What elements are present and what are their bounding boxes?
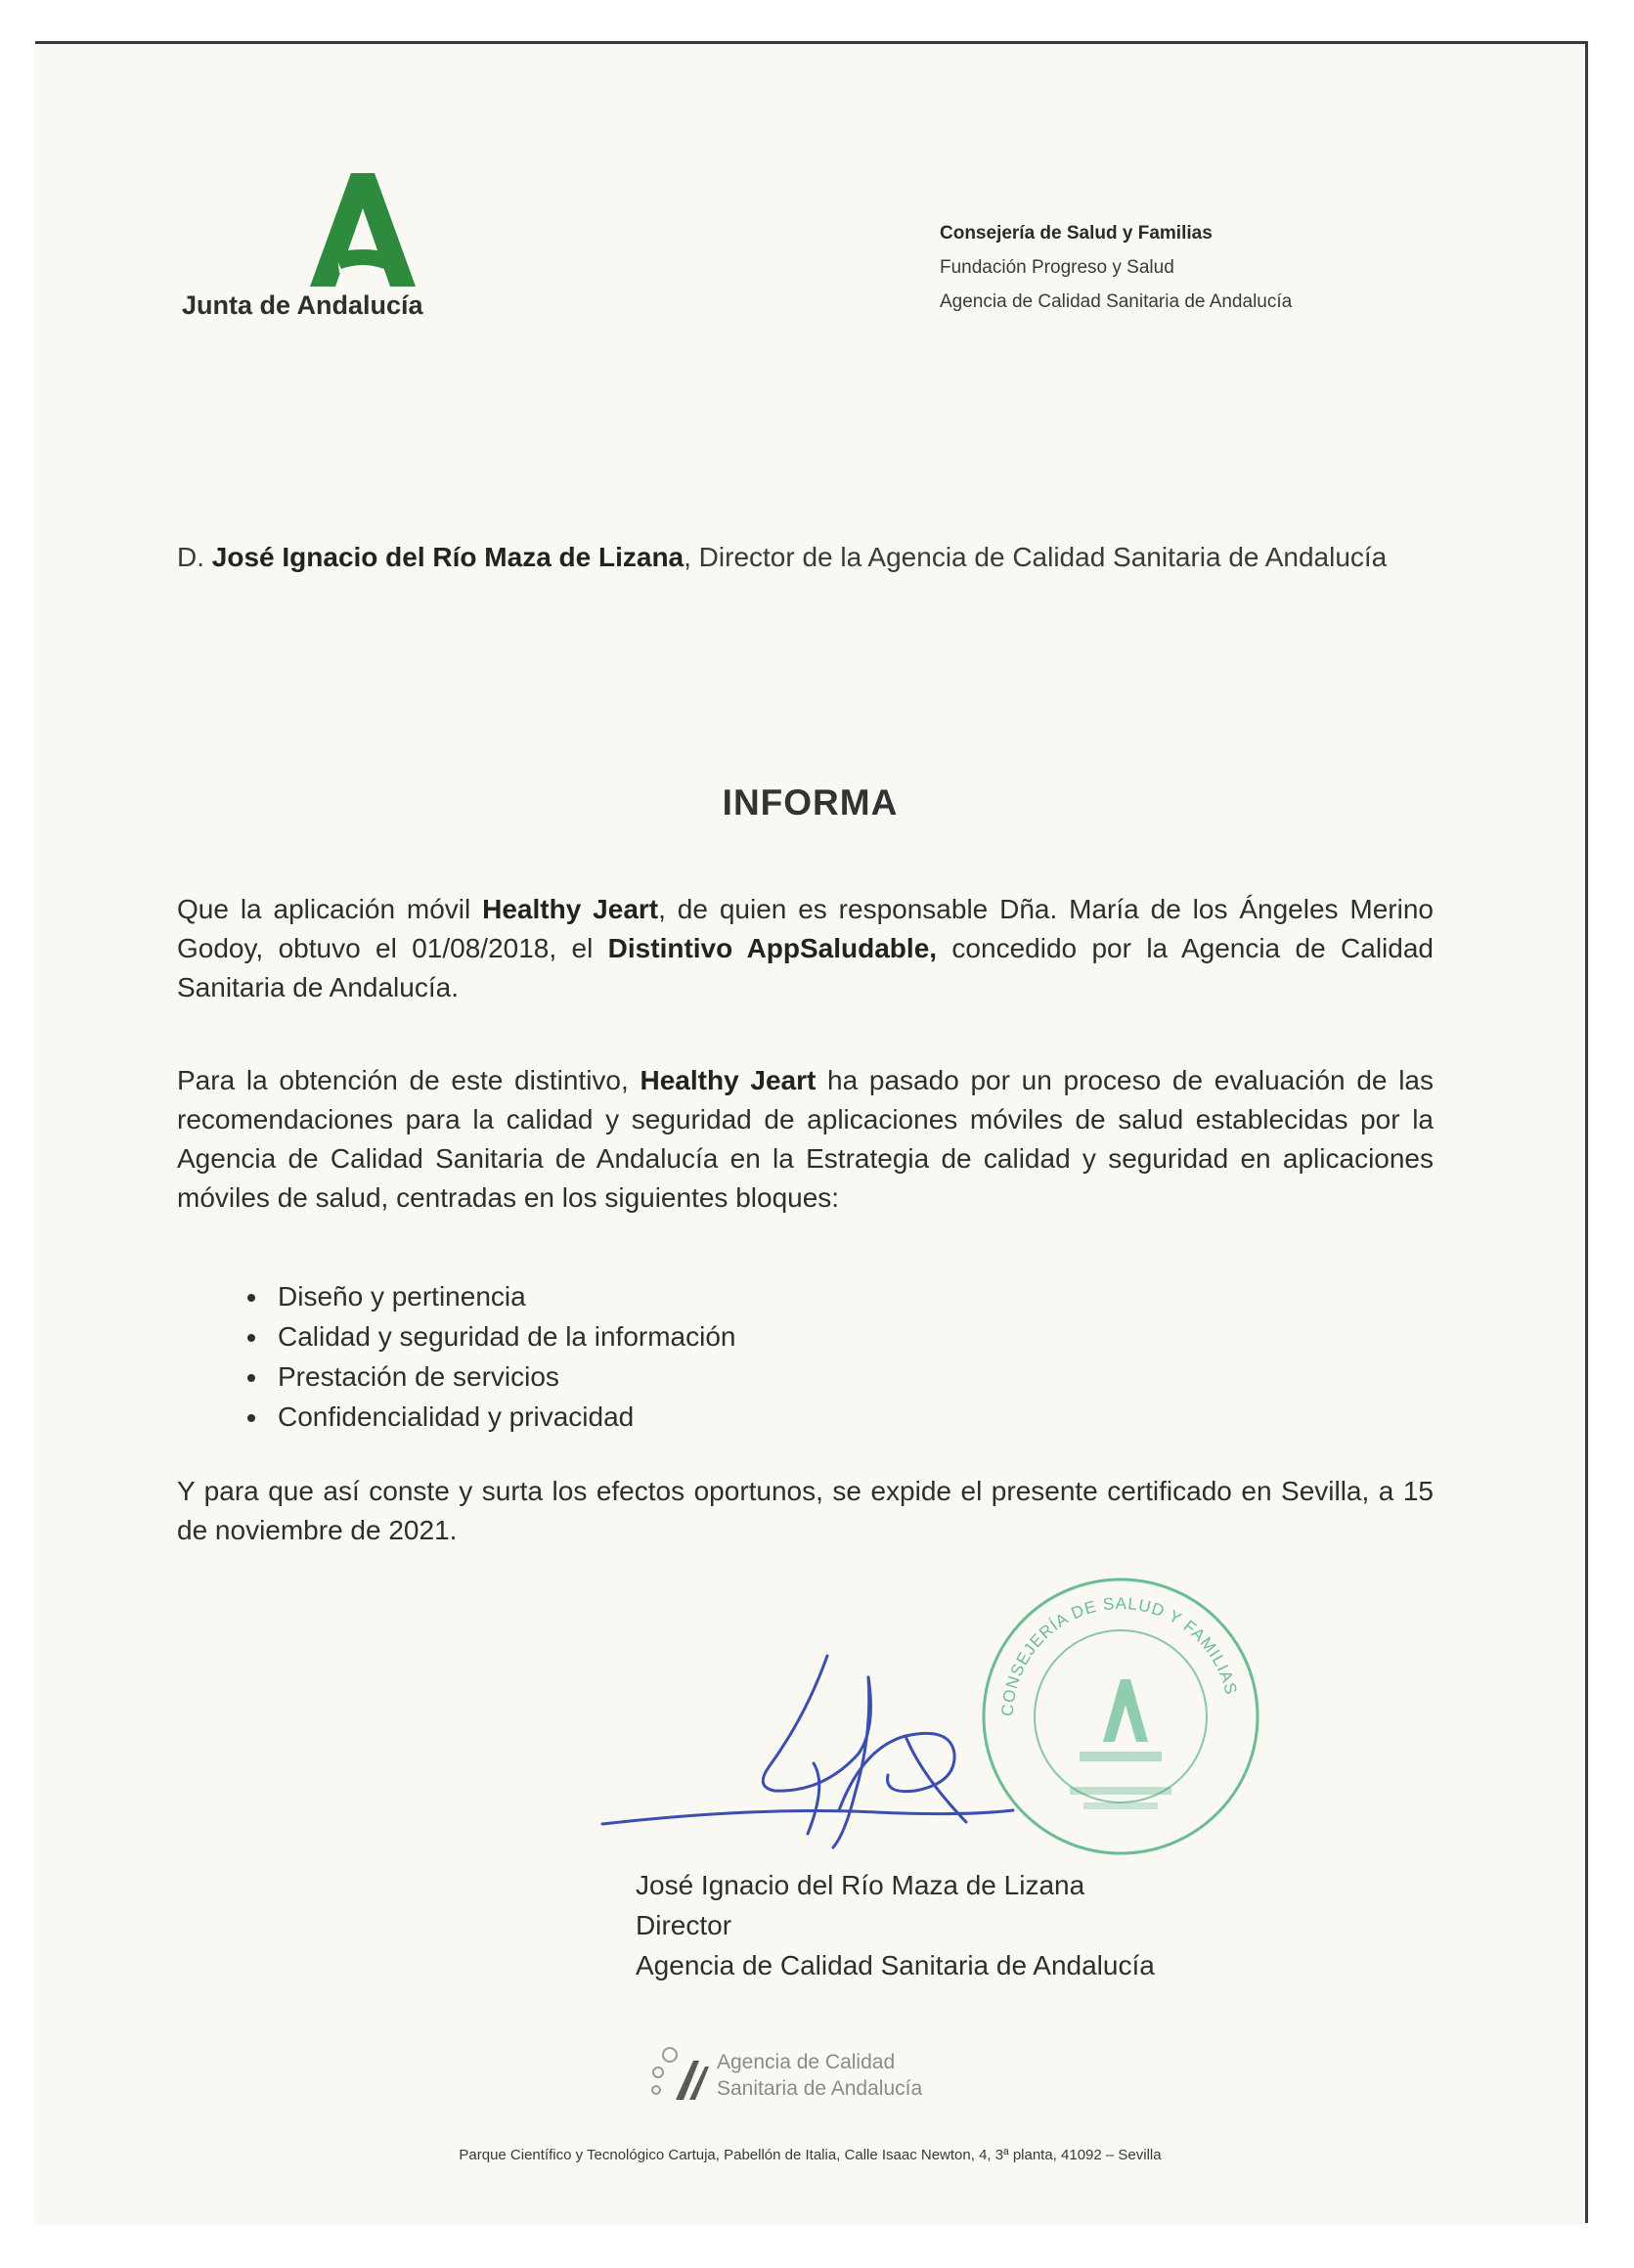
p1-text-2: , de quien es responsable Dña. María de los Ángeles Merino Godoy, obtuvo el 01/08/2018, el xyxy=(177,894,1434,963)
signer-organization: Agencia de Calidad Sanitaria de Andalucía xyxy=(636,1950,1155,1980)
intro-prefix: D. xyxy=(177,542,212,572)
institution-header xyxy=(940,216,1292,319)
agency-logo-line2: Sanitaria de Andalucía xyxy=(717,2077,923,2100)
header-line-fundacion: Fundación Progreso y Salud xyxy=(940,257,1174,278)
p1-text-3: concedido por la Agencia de Calidad Sanitaria de Andalucía. xyxy=(177,933,1434,1002)
list-item: • Diseño y pertinencia xyxy=(270,1276,736,1316)
header-line-consejeria: Consejería de Salud y Familias xyxy=(940,223,1213,244)
header-line-agencia: Agencia de Calidad Sanitaria de Andalucía xyxy=(940,291,1293,312)
list-item: • Calidad y seguridad de la información xyxy=(270,1316,736,1356)
agency-logo-icon xyxy=(646,2039,715,2108)
intro-paragraph xyxy=(177,538,1434,577)
junta-logo-text: Junta de Andalucía xyxy=(182,290,423,320)
p1-text-1: Que la aplicación móvil xyxy=(177,894,483,924)
signer-role: Director xyxy=(636,1910,732,1940)
junta-a-icon xyxy=(294,171,431,289)
p1-badge-name: Distintivo AppSaludable, xyxy=(607,933,938,963)
evaluation-blocks-list xyxy=(221,1276,736,1437)
paragraph-closing: Y para que así conste y surta los efectos oportunos, se expide el presente certificado en Sevilla, a 15 de noviembre de 2021. xyxy=(177,1476,1434,1545)
footer-address: Parque Científico y Tecnológico Cartuja, Pabellón de Italia, Calle Isaac Newton, 4, 3ª planta, 41092 – Sevilla xyxy=(459,2147,1162,2163)
list-item: • Prestación de servicios xyxy=(270,1356,736,1397)
director-signature xyxy=(583,1638,1091,1863)
p2-text-1: Para la obtención de este distintivo, xyxy=(177,1065,640,1095)
stamp-text: CONSEJERÍA DE SALUD Y FAMILIAS xyxy=(997,1593,1241,1717)
agency-logo-line1: Agencia de Calidad xyxy=(717,2051,896,2073)
signer-block xyxy=(636,1865,1155,1985)
signer-name: José Ignacio del Río Maza de Lizana xyxy=(636,1870,1085,1900)
intro-director-name: José Ignacio del Río Maza de Lizana xyxy=(211,542,685,572)
agency-logo-text xyxy=(717,2049,922,2102)
p2-text-2: ha pasado por un proceso de evaluación de las recomendaciones para la calidad y seguridad de aplicaciones móviles de salud establecidas por la Agencia de Calidad Sanitaria de Andalucía en la Estrategia de calidad y seguridad en aplicaciones móviles de salud, centradas en los siguientes bloques: xyxy=(177,1065,1434,1213)
document-heading: INFORMA xyxy=(722,782,899,823)
agency-logo xyxy=(646,2039,989,2117)
paragraph-evaluation xyxy=(177,1061,1434,1218)
p2-app-name: Healthy Jeart xyxy=(640,1065,817,1095)
paragraph-app-award xyxy=(177,890,1434,1007)
p1-app-name: Healthy Jeart xyxy=(482,894,659,924)
intro-rest: , Director de la Agencia de Calidad Sanitaria de Andalucía xyxy=(684,542,1388,572)
document-page xyxy=(35,41,1588,2223)
list-item: • Confidencialidad y privacidad xyxy=(270,1397,736,1437)
